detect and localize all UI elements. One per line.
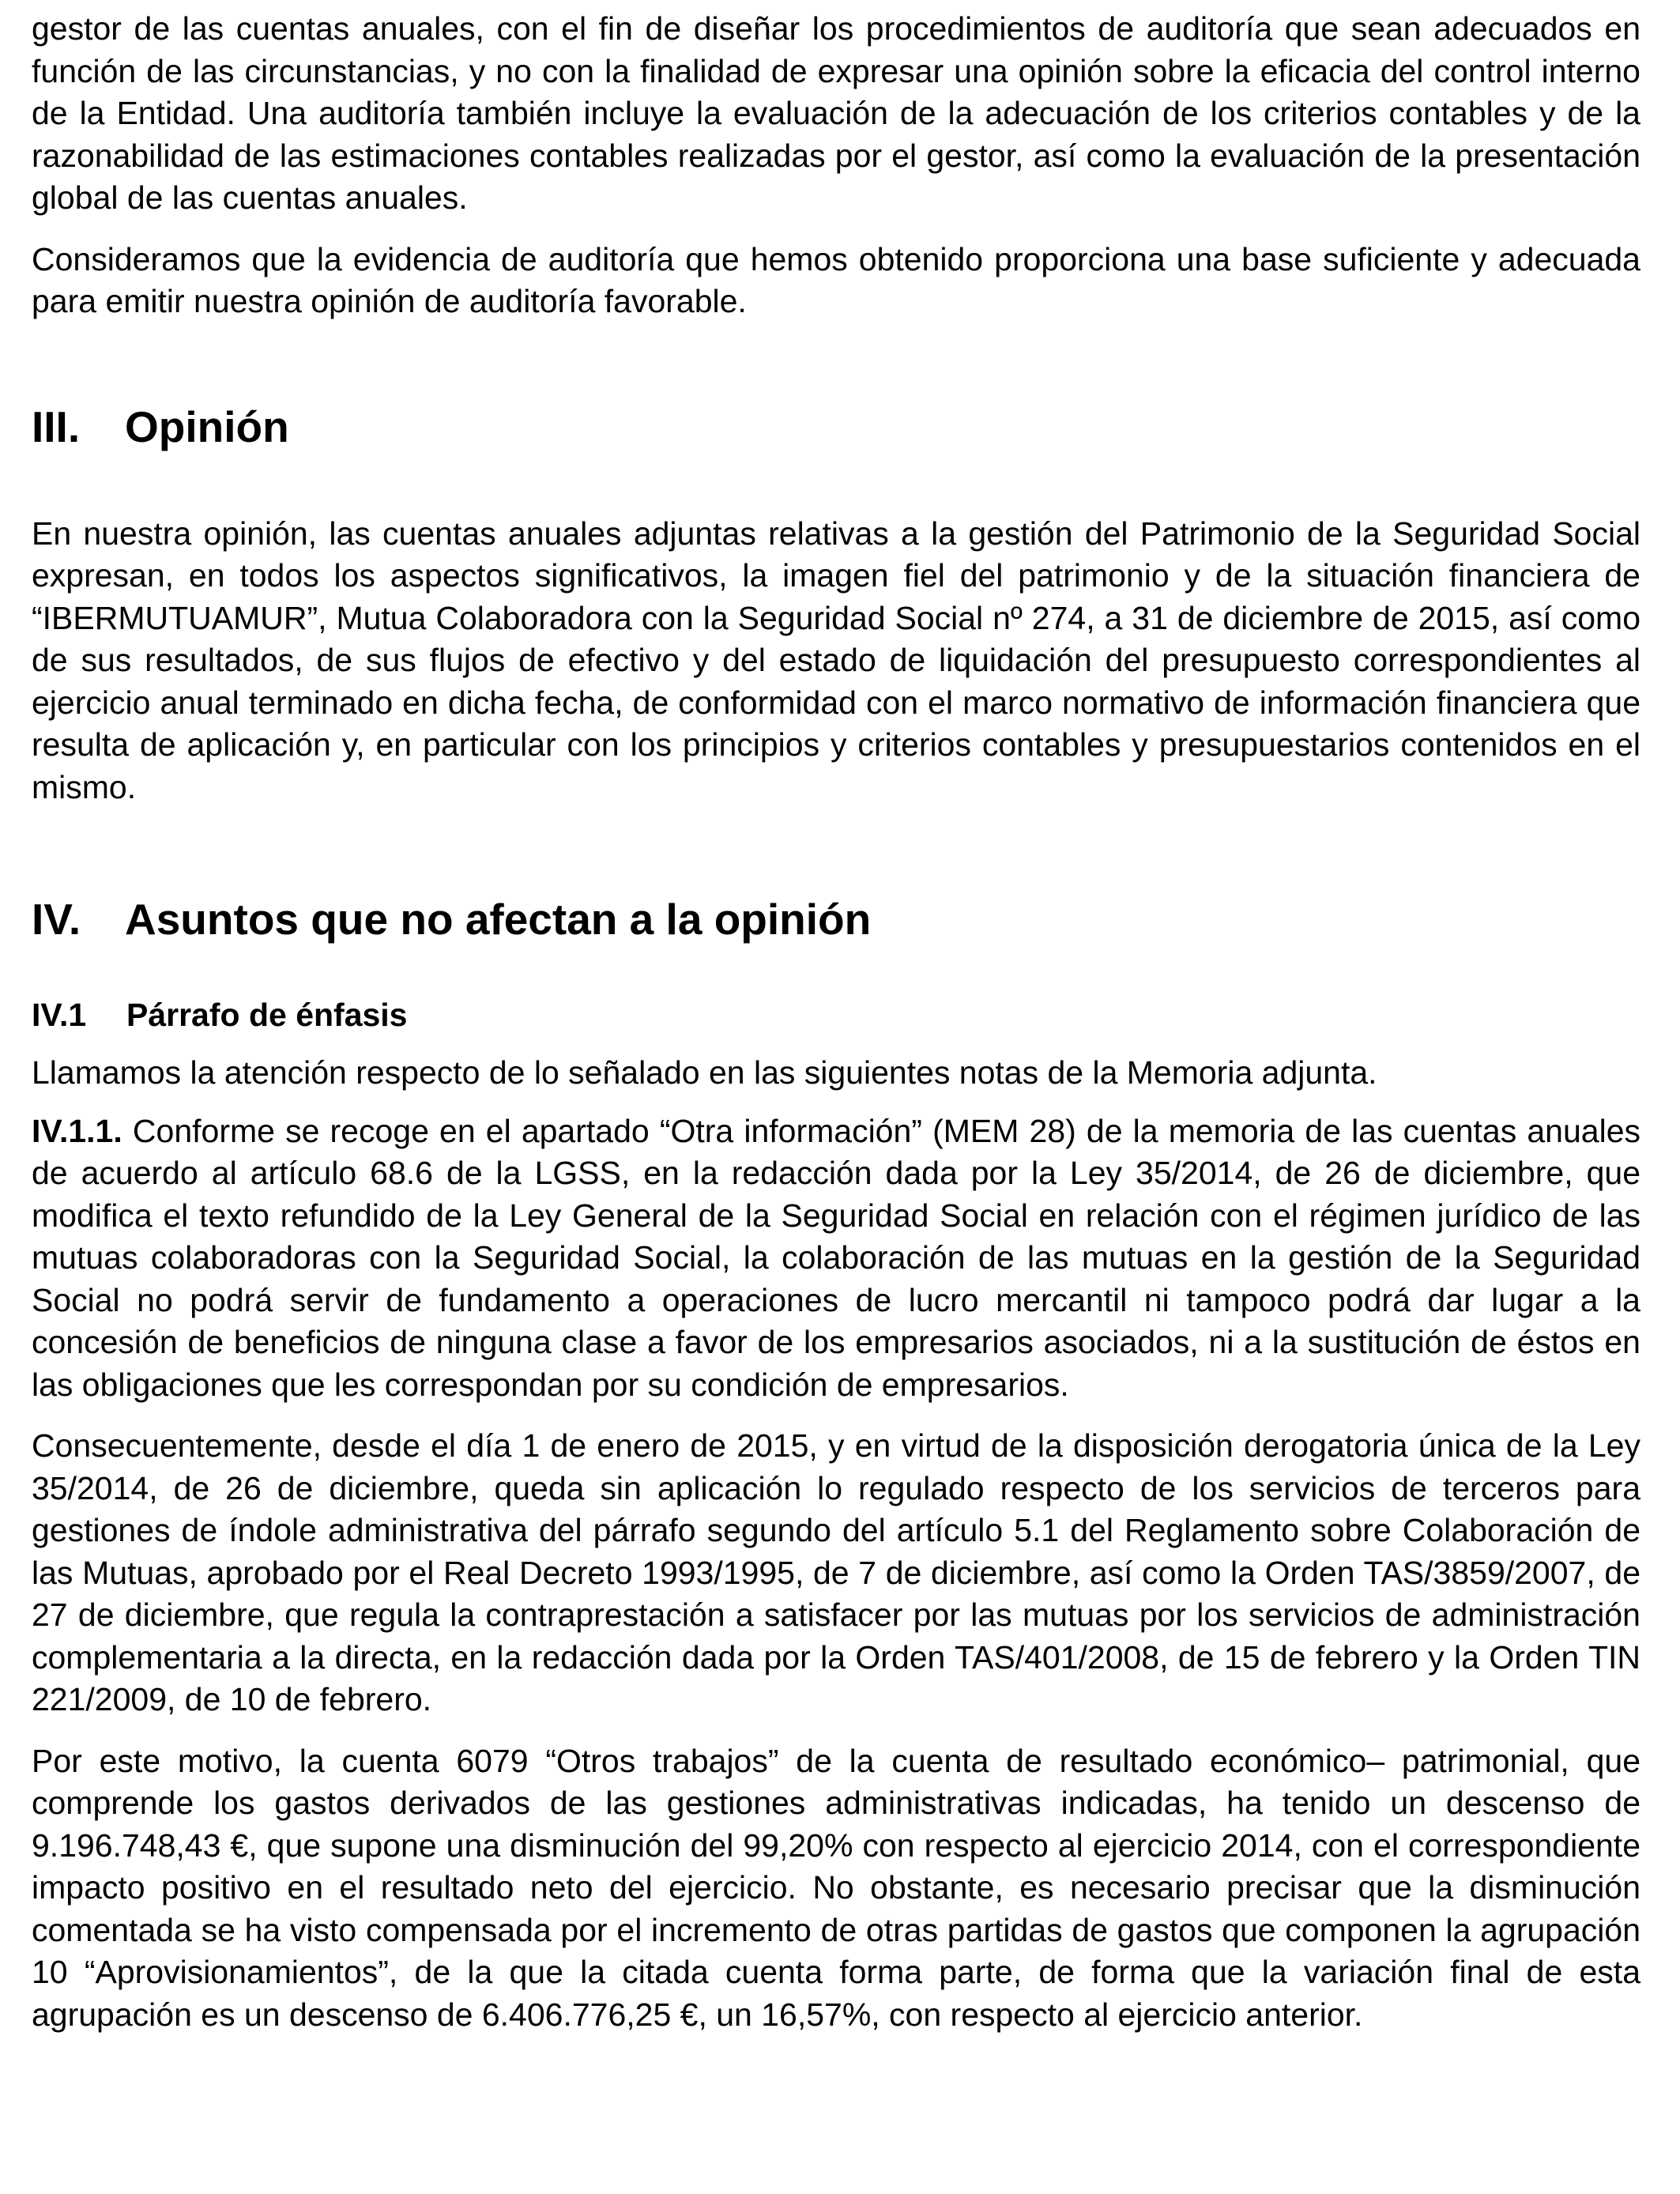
- item-4-1-1-text: Conforme se recoge en el apartado “Otra información” (MEM 28) de la memoria de las cuentas anuales de acuerdo al artículo 68.6 de la LGSS, en la redacción dada por la Ley 35/2014, de 26 de diciembre, que modifica el texto refundido de la Ley General de la Seguridad Social en relación con el régimen jurídico de las mutuas colaboradoras con la Seguridad Social, la colaboración de las mutuas en la gestión de la Seguridad Social no podrá servir de fundamento a operaciones de lucro mercantil ni tampoco podrá dar lugar a la concesión de beneficios de ninguna clase a favor de los empresarios asociados, ni a la sustitución de éstos en las obligaciones que les correspondan por su condición de empresarios.: [32, 1112, 1640, 1403]
- section-4-heading: [32, 893, 1640, 945]
- subsection-4-1-number: IV.1: [32, 997, 87, 1033]
- item-4-1-1-number: IV.1.1.: [32, 1112, 122, 1149]
- subsection-4-1-title: Párrafo de énfasis: [126, 997, 408, 1033]
- item-4-1-1-paragraph: [32, 1110, 1640, 1407]
- intro-paragraph-1: gestor de las cuentas anuales, con el fin de diseñar los procedimientos de auditoría que sean adecuados en función de las circunstancias, y no con la finalidad de expresar una opinión sobre la eficacia del control interno de la Entidad. Una auditoría también incluye la evaluación de la adecuación de los criterios contables y de la razonabilidad de las estimaciones contables realizadas por el gestor, así como la evaluación de la presentación global de las cuentas anuales.: [32, 10, 1640, 216]
- section-4-number: IV.: [32, 895, 81, 944]
- section-3-title: Opinión: [125, 401, 289, 451]
- consequence-paragraph: Consecuentemente, desde el día 1 de enero de 2015, y en virtud de la disposición derogatoria única de la Ley 35/2014, de 26 de diciembre, queda sin aplicación lo regulado respecto de los servicios de terceros para gestiones de índole administrativa del párrafo segundo del artículo 5.1 del Reglamento sobre Colaboración de las Mutuas, aprobado por el Real Decreto 1993/1995, de 7 de diciembre, así como la Orden TAS/3859/2007, de 27 de diciembre, que regula la contraprestación a satisfacer por las mutuas por los servicios de administración complementaria a la directa, en la redacción dada por la Orden TAS/401/2008, de 15 de febrero y la Orden TIN 221/2009, de 10 de febrero.: [32, 1427, 1640, 1717]
- section-3-number: III.: [32, 401, 81, 451]
- subsection-intro-paragraph: Llamamos la atención respecto de lo señalado en las siguientes notas de la Memoria adjunta.: [32, 1054, 1377, 1091]
- intro-paragraph-2: Consideramos que la evidencia de auditoría que hemos obtenido proporciona una base suficiente y adecuada para emitir nuestra opinión de auditoría favorable.: [32, 240, 1640, 319]
- section-3-heading: [32, 401, 1640, 453]
- document-page: [32, 8, 1640, 2036]
- subsection-4-1-heading: [32, 994, 1640, 1036]
- account-6079-paragraph: Por este motivo, la cuenta 6079 “Otros trabajos” de la cuenta de resultado económico– patrimonial, que comprende los gastos derivados de las gestiones administrativas indicadas, ha tenido un descenso de 9.196.748,43 €, que supone una disminución del 99,20% con respecto al ejercicio 2014, con el correspondiente impacto positivo en el resultado neto del ejercicio. No obstante, es necesario precisar que la disminución comentada se ha visto compensada por el incremento de otras partidas de gastos que componen la agrupación 10 “Aprovisionamientos”, de la que la citada cuenta forma parte, de forma que la variación final de esta agrupación es un descenso de 6.406.776,25 €, un 16,57%, con respecto al ejercicio anterior.: [32, 1742, 1640, 2033]
- opinion-paragraph: En nuestra opinión, las cuentas anuales adjuntas relativas a la gestión del Patrimonio de la Seguridad Social expresan, en todos los aspectos significativos, la imagen fiel del patrimonio y de la situación financiera de “IBERMUTUAMUR”, Mutua Colaboradora con la Seguridad Social nº 274, a 31 de diciembre de 2015, así como de sus resultados, de sus flujos de efectivo y del estado de liquidación del presupuesto correspondientes al ejercicio anual terminado en dicha fecha, de conformidad con el marco normativo de información financiera que resulta de aplicación y, en particular con los principios y criterios contables y presupuestarios contenidos en el mismo.: [32, 515, 1640, 805]
- section-4-title: Asuntos que no afectan a la opinión: [125, 895, 872, 944]
